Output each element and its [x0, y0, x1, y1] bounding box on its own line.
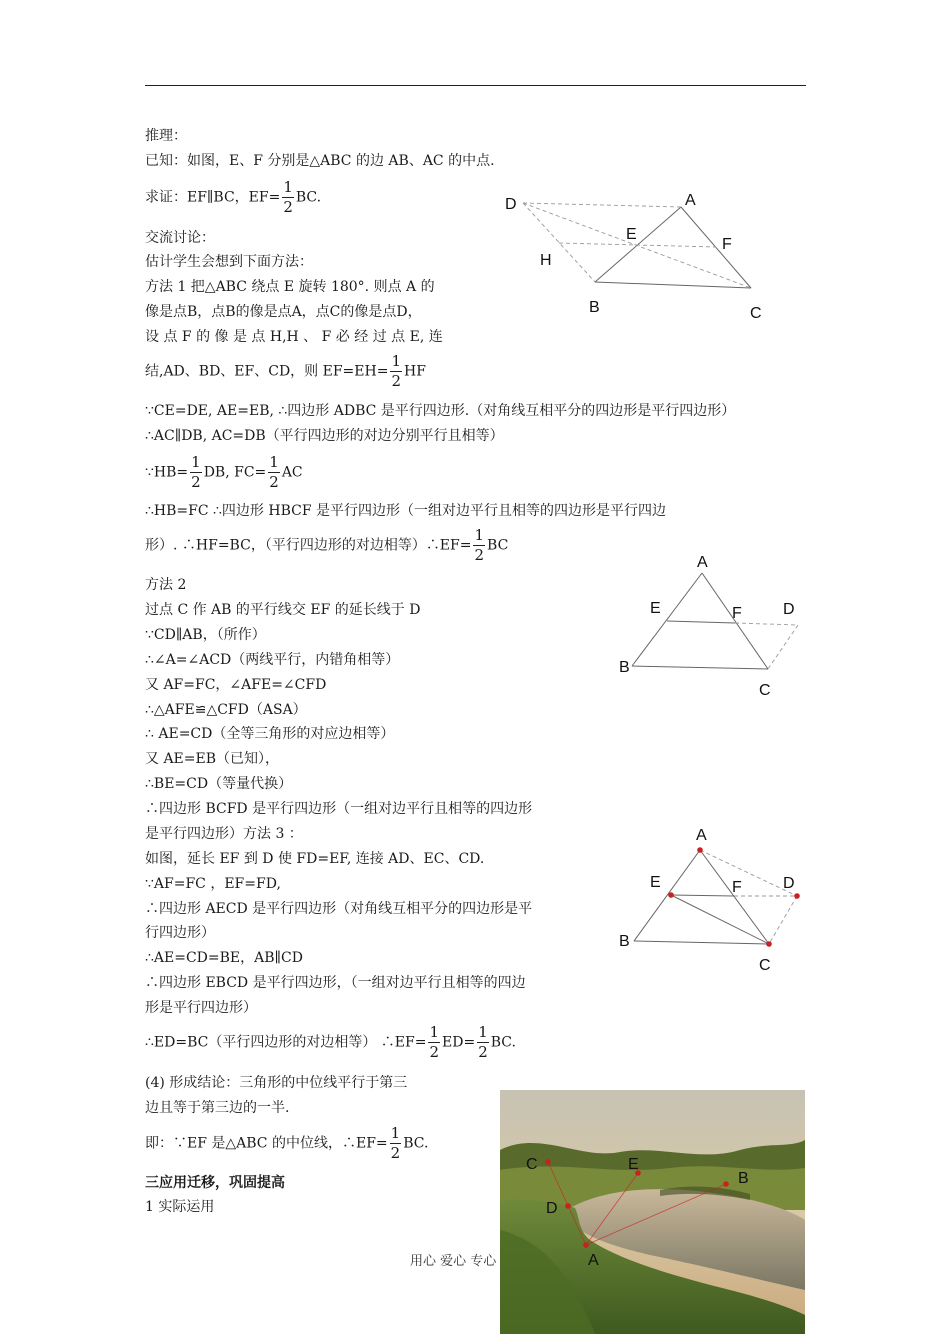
- point-a: [583, 1242, 589, 1248]
- text-line: ∴四边形 AECD 是平行四边形（对角线互相平分的四边形是平: [145, 901, 533, 917]
- fraction: $\frac{1}{2}$: [429, 1023, 440, 1061]
- text-line: 像是点B，点B的像是点A，点C的像是点D，: [145, 304, 422, 320]
- label-c: C: [750, 305, 762, 322]
- pond-photo: [500, 1090, 805, 1334]
- text-line: ∴BE=CD（等量代换）: [145, 776, 293, 792]
- label-e: E: [628, 1156, 639, 1173]
- fraction: $\frac{1}{2}$: [390, 1124, 401, 1162]
- text-line: 形）. ∴HF=BC，（平行四边形的对边相等）∴EF= $\frac{1}{2}$ BC: [145, 526, 509, 564]
- label-f: F: [722, 236, 732, 253]
- label-b: B: [738, 1170, 749, 1187]
- label-c: C: [759, 957, 771, 974]
- label-f: F: [732, 879, 742, 896]
- label-d: D: [505, 196, 517, 213]
- text-line: ∴ED=BC（平行四边形的对边相等） ∴EF= $\frac{1}{2}$ ED= $\frac{1}{2}$ BC.: [145, 1023, 516, 1061]
- fraction: $\frac{1}{2}$: [474, 526, 485, 564]
- figure-method-3: [610, 820, 820, 980]
- label-c: C: [759, 682, 771, 699]
- text-line: ∴HB=FC ∴四边形 HBCF 是平行四边形（一组对边平行且相等的四边形是平行四边: [145, 503, 666, 519]
- page-footer: 用心 爱心 专心: [410, 1254, 497, 1269]
- text-line: ∴ AE=CD（全等三角形的对应边相等）: [145, 726, 395, 742]
- text-line: 方法 2: [145, 577, 187, 593]
- text-line: 设 点 F 的 像 是 点 H,H 、 F 必 经 过 点 E, 连: [145, 329, 443, 345]
- fraction: $\frac{1}{2}$: [391, 352, 401, 390]
- label-b: B: [619, 659, 630, 676]
- text-line: 估计学生会想到下面方法：: [145, 254, 313, 270]
- fraction: $\frac{1}{2}$: [283, 178, 293, 216]
- text-line: 即：∵EF 是△ABC 的中位线，∴EF= $\frac{1}{2}$ BC.: [145, 1124, 429, 1162]
- text-line: 求证：EF∥BC，EF= $\frac{1}{2}$ BC.: [145, 178, 322, 216]
- text-line: ∴△AFE≌△CFD（ASA）: [145, 702, 307, 718]
- point-d: [794, 893, 800, 899]
- label-d: D: [783, 875, 795, 892]
- text-line: 交流讨论：: [145, 230, 215, 246]
- text-line: ∴AC∥DB, AC=DB（平行四边形的对边分别平行且相等）: [145, 428, 504, 444]
- text-line: 方法 1 把△ABC 绕点 E 旋转 180°. 则点 A 的: [145, 279, 435, 295]
- label-b: B: [589, 299, 600, 316]
- text-line: 推理：: [145, 128, 187, 144]
- text-line: ∵AF=FC ，EF=FD,: [145, 876, 281, 892]
- label-e: E: [650, 874, 661, 891]
- label-b: B: [619, 933, 630, 950]
- text-line: ∵HB= $\frac{1}{2}$ DB, FC= $\frac{1}{2}$ AC: [145, 453, 303, 491]
- text-line: ∴四边形 BCFD 是平行四边形（一组对边平行且相等的四边形: [145, 801, 533, 817]
- header-rule: [145, 85, 806, 86]
- point-a: [697, 847, 703, 853]
- fraction: $\frac{1}{2}$: [191, 453, 201, 491]
- text-line: 结,AD、BD、EF、CD，则 EF=EH= $\frac{1}{2}$ HF: [145, 352, 426, 390]
- fraction: $\frac{1}{2}$: [478, 1023, 488, 1061]
- text-line: 行四边形）: [145, 925, 215, 941]
- label-d: D: [783, 601, 795, 618]
- label-e: E: [650, 600, 661, 617]
- label-d: D: [546, 1200, 558, 1217]
- point-c: [766, 941, 772, 947]
- text-line: ∴∠A=∠ACD（两线平行，内错角相等）: [145, 652, 400, 668]
- label-a: A: [685, 192, 696, 209]
- point-c: [545, 1159, 551, 1165]
- label-a: A: [697, 554, 708, 571]
- text-line: 又 AF=FC，∠AFE=∠CFD: [145, 677, 327, 693]
- figure-method-2: [610, 545, 820, 705]
- text-line: 过点 C 作 AB 的平行线交 EF 的延长线于 D: [145, 602, 421, 618]
- section-heading: 三应用迁移，巩固提高: [145, 1175, 285, 1191]
- text-line: 又 AE=EB（已知），: [145, 751, 280, 767]
- point-b: [723, 1181, 729, 1187]
- text-line: ∴AE=CD=BE，AB∥CD: [145, 950, 303, 966]
- label-c: C: [526, 1156, 538, 1173]
- label-a: A: [588, 1252, 599, 1269]
- text-line: (4) 形成结论：三角形的中位线平行于第三: [145, 1075, 408, 1091]
- label-f: F: [732, 605, 742, 622]
- point-e: [668, 892, 674, 898]
- text-line: ∴四边形 EBCD 是平行四边形，（一组对边平行且相等的四边: [145, 975, 526, 991]
- text-line: ∵CD∥AB，（所作）: [145, 627, 266, 643]
- label-h: H: [540, 252, 552, 269]
- label-e: E: [626, 226, 637, 243]
- point-d: [565, 1203, 571, 1209]
- text-line: ∵CE=DE, AE=EB, ∴四边形 ADBC 是平行四边形.（对角线互相平分的四边形是平行四边形）: [145, 403, 736, 419]
- text-line: 边且等于第三边的一半.: [145, 1100, 290, 1116]
- text-line: 已知：如图，E、F 分别是△ABC 的边 AB、AC 的中点.: [145, 153, 495, 169]
- figure-parallelogram-adbc: [495, 185, 775, 325]
- text-line: 1 实际运用: [145, 1199, 215, 1215]
- text-line: 如图，延长 EF 到 D 使 FD=EF, 连接 AD、EC、CD.: [145, 851, 485, 867]
- label-a: A: [696, 827, 707, 844]
- text-line: 形是平行四边形）: [145, 1000, 257, 1016]
- fraction: $\frac{1}{2}$: [269, 453, 279, 491]
- text-line: 是平行四边形）方法 3 ：: [145, 826, 303, 842]
